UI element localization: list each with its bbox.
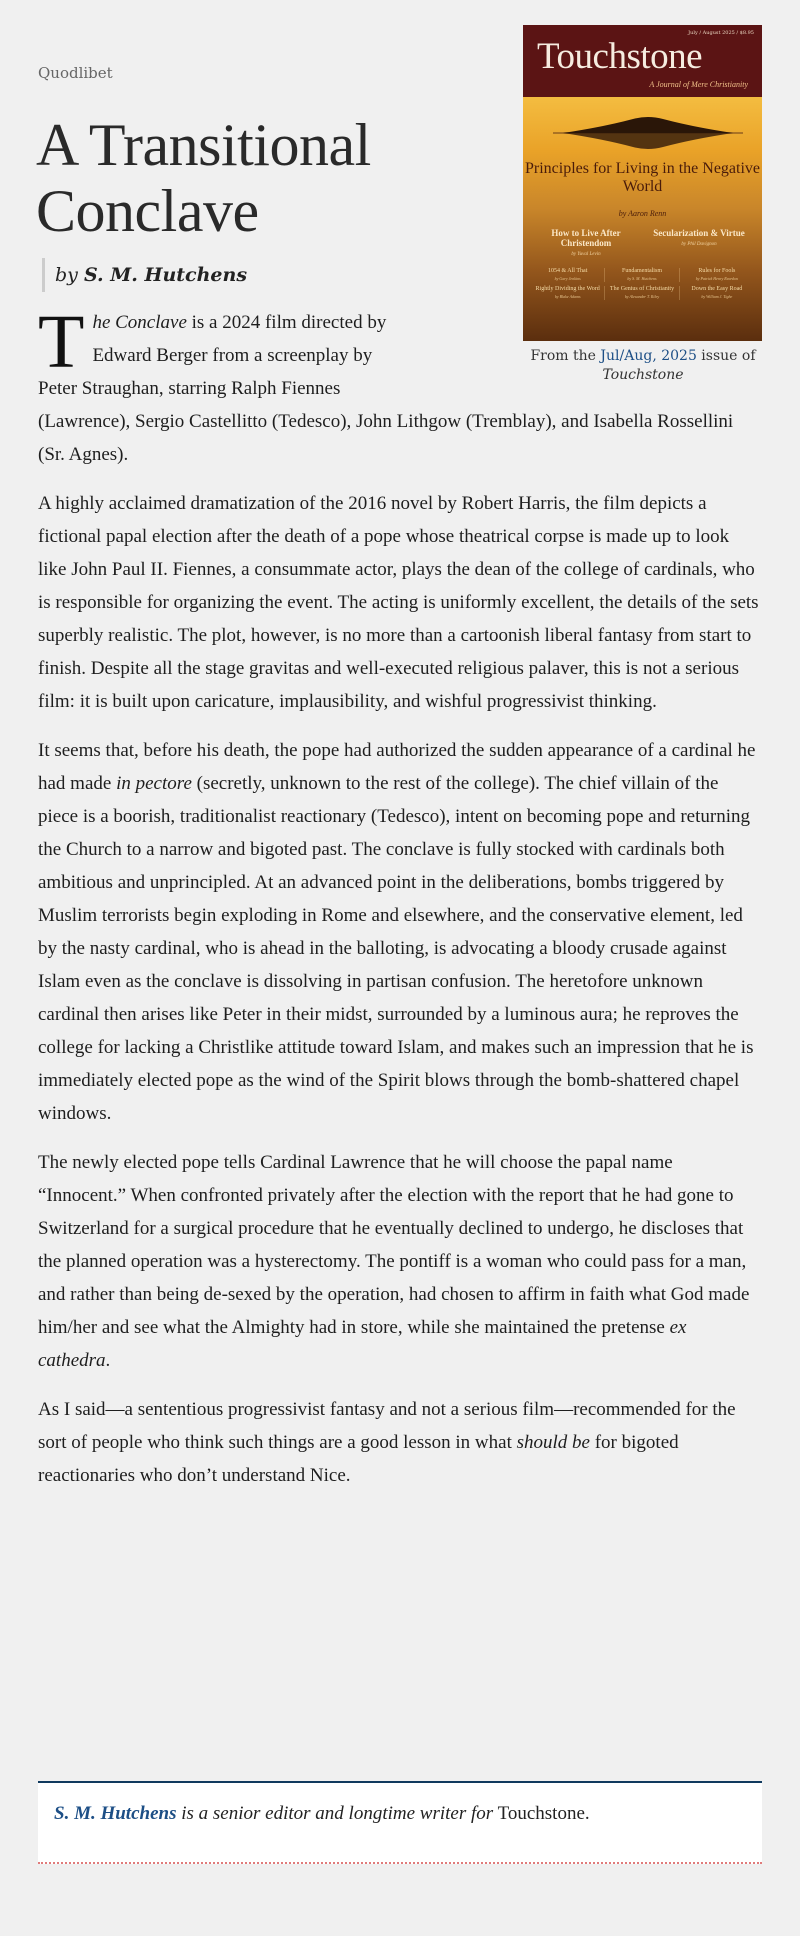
cover-masthead (523, 25, 762, 97)
bio-magazine: Touchstone. (493, 1803, 590, 1824)
section-label[interactable]: Quodlibet (38, 64, 113, 82)
cover-grid-by: by Blake Adams (554, 294, 581, 299)
cover-feature-title: Secularization & Virtue (653, 228, 745, 238)
p4-text-b: . (105, 1350, 111, 1371)
drop-cap: T (38, 300, 85, 384)
cover-grid-item (680, 268, 754, 282)
cover-grid-title: 1054 & All That (547, 268, 588, 274)
p5-text-a: As I said—a sententious progressivist fantasy and not a serious film—recommended for the sort of people who think such things are a good lesson in what (38, 1399, 736, 1453)
cover-grid-item (531, 286, 605, 300)
p1-line2: Edward Berger from a screenplay by (92, 345, 373, 366)
cover-grid-title: Fundamentalism (621, 268, 662, 274)
p5-text-b: for bigoted reactionaries who don’t understand Nice. (38, 1432, 679, 1486)
cover-grid-title: Rules for Fools (698, 268, 736, 274)
p1-line1: is a 2024 film directed by (186, 312, 387, 333)
cover-grid-by: by S. M. Hutchens (627, 276, 657, 281)
p3-italic: in pectore (116, 773, 192, 794)
cover-headline-by: by Aaron Renn (618, 209, 667, 218)
cover-feature-2 (644, 228, 754, 250)
cover-grid-title: Down the Easy Road (691, 286, 743, 292)
cover-grid-by: by William J. Tighe (701, 294, 733, 299)
bio-description: is a senior editor and longtime writer for (176, 1803, 494, 1824)
author-bio-box (38, 1781, 762, 1864)
magazine-cover-image[interactable] (523, 25, 762, 341)
cover-feature-by: by Phil Davignon (681, 242, 717, 247)
cover-grid-by: by Gary Jenkins (554, 276, 581, 281)
article-body (38, 300, 762, 1508)
cover-issue-line: July / August 2025 / $8.95 (688, 30, 754, 36)
p4-text-a: The newly elected pope tells Cardinal Lawrence that he will choose the papal name “Innocent.” When confronted privately after the election with the report that he had gone to Switzerland for a surgical procedure that he eventually declined to undergo, he discloses that the planned operation was a hysterectomy. The pontiff is a woman who could pass for a man, and rather than being de-sexed by the operation, had chosen to affirm in faith what God made him/her and see what the Almighty had in store, while she maintained the pretense (38, 1152, 750, 1338)
article-title: A Transitional Conclave (36, 112, 371, 244)
cover-feature-title: How to Live After Christendom (551, 228, 621, 248)
cover-grid-item (605, 286, 679, 300)
cover-grid-title: Rightly Dividing the Word (535, 286, 600, 292)
caption-magazine: Touchstone (602, 367, 684, 383)
p4-italic: ex cathedra (38, 1317, 687, 1371)
byline (42, 258, 247, 292)
cover-grid-by: by Alexander T. Riley (624, 294, 660, 299)
paragraph-4 (38, 1146, 762, 1377)
cover-grid-item (680, 286, 754, 300)
issue-link[interactable]: Jul/Aug, 2025 (600, 348, 697, 364)
p1-rest: (Lawrence), Sergio Castellitto (Tedesco), John Lithgow (Tremblay), and Isabella Rossellini (Sr. Agnes). (38, 411, 734, 465)
film-title: he Conclave (92, 312, 187, 333)
cover-contents-grid (531, 268, 754, 300)
p5-italic: should be (516, 1432, 590, 1453)
island-reflection-icon (553, 113, 743, 153)
byline-author[interactable]: S. M. Hutchens (83, 264, 248, 286)
author-bio (54, 1803, 590, 1825)
bio-author-link[interactable]: S. M. Hutchens (54, 1803, 177, 1824)
cover-grid-item (531, 268, 605, 282)
cover-feature-by: by Yuval Levin (571, 252, 601, 257)
cover-grid-item (605, 268, 679, 282)
cover-grid-by: by Patrick Henry Reardon (695, 276, 738, 281)
p3-text-a: It seems that, before his death, the pope had authorized the sudden appearance of a cardinal he had made (38, 740, 756, 794)
byline-prefix: by (55, 264, 78, 286)
cover-grid-title: The Genius of Christianity (609, 286, 675, 292)
caption-suffix: issue of (696, 348, 756, 364)
paragraph-5 (38, 1393, 762, 1492)
paragraph-2: A highly acclaimed dramatization of the 2016 novel by Robert Harris, the film depicts a fictional papal election after the death of a pope whose theatrical corpse is made up to look like John Paul II. Fiennes, a consummate actor, plays the dean of the college of cardinals, who is responsible for organizing the event. The acting is uniformly excellent, the details of the sets superbly realistic. The plot, however, is no more than a cartoonish liberal fantasy from start to finish. Despite all the stage gravitas and well-executed religious palaver, this is not a serious film: it is built upon caricature, implausibility, and wishful progressivist thinking. (38, 493, 759, 712)
caption-prefix: From the (530, 348, 601, 364)
cover-tagline: A Journal of Mere Christianity (649, 80, 748, 89)
footer-area (250, 1885, 550, 1925)
paragraph-3 (38, 734, 762, 1130)
p1-line3: Peter Straughan, starring Ralph Fiennes (38, 378, 341, 399)
p3-text-b: (secretly, unknown to the rest of the college). The chief villain of the piece is a boorish, traditionalist reactionary (Tedesco), intent on becoming pope and returning the Church to a narrow and bigoted past. The conclave is fully stocked with cardinals both ambitious and unprincipled. At an advanced point in the deliberations, bombs triggered by Muslim terrorists begin exploding in Rome and elsewhere, and the conservative element, led by the nasty cardinal, who is ahead in the balloting, is advocating a bloody crusade against Islam even as the conclave is dissolving in partisan confusion. The heretofore unknown cardinal then arises like Peter in their midst, surrounded by a luminous aura; he reproves the college for lacking a Christlike attitude toward Islam, and makes such an impression that he is immediately elected pope as the wind of the Spirit blows through the bomb-shattered chapel windows. (38, 773, 754, 1124)
cover-logo: Touchstone (537, 36, 703, 77)
cover-feature-1 (531, 228, 641, 260)
cover-headline: Principles for Living in the Negative World (524, 160, 761, 195)
